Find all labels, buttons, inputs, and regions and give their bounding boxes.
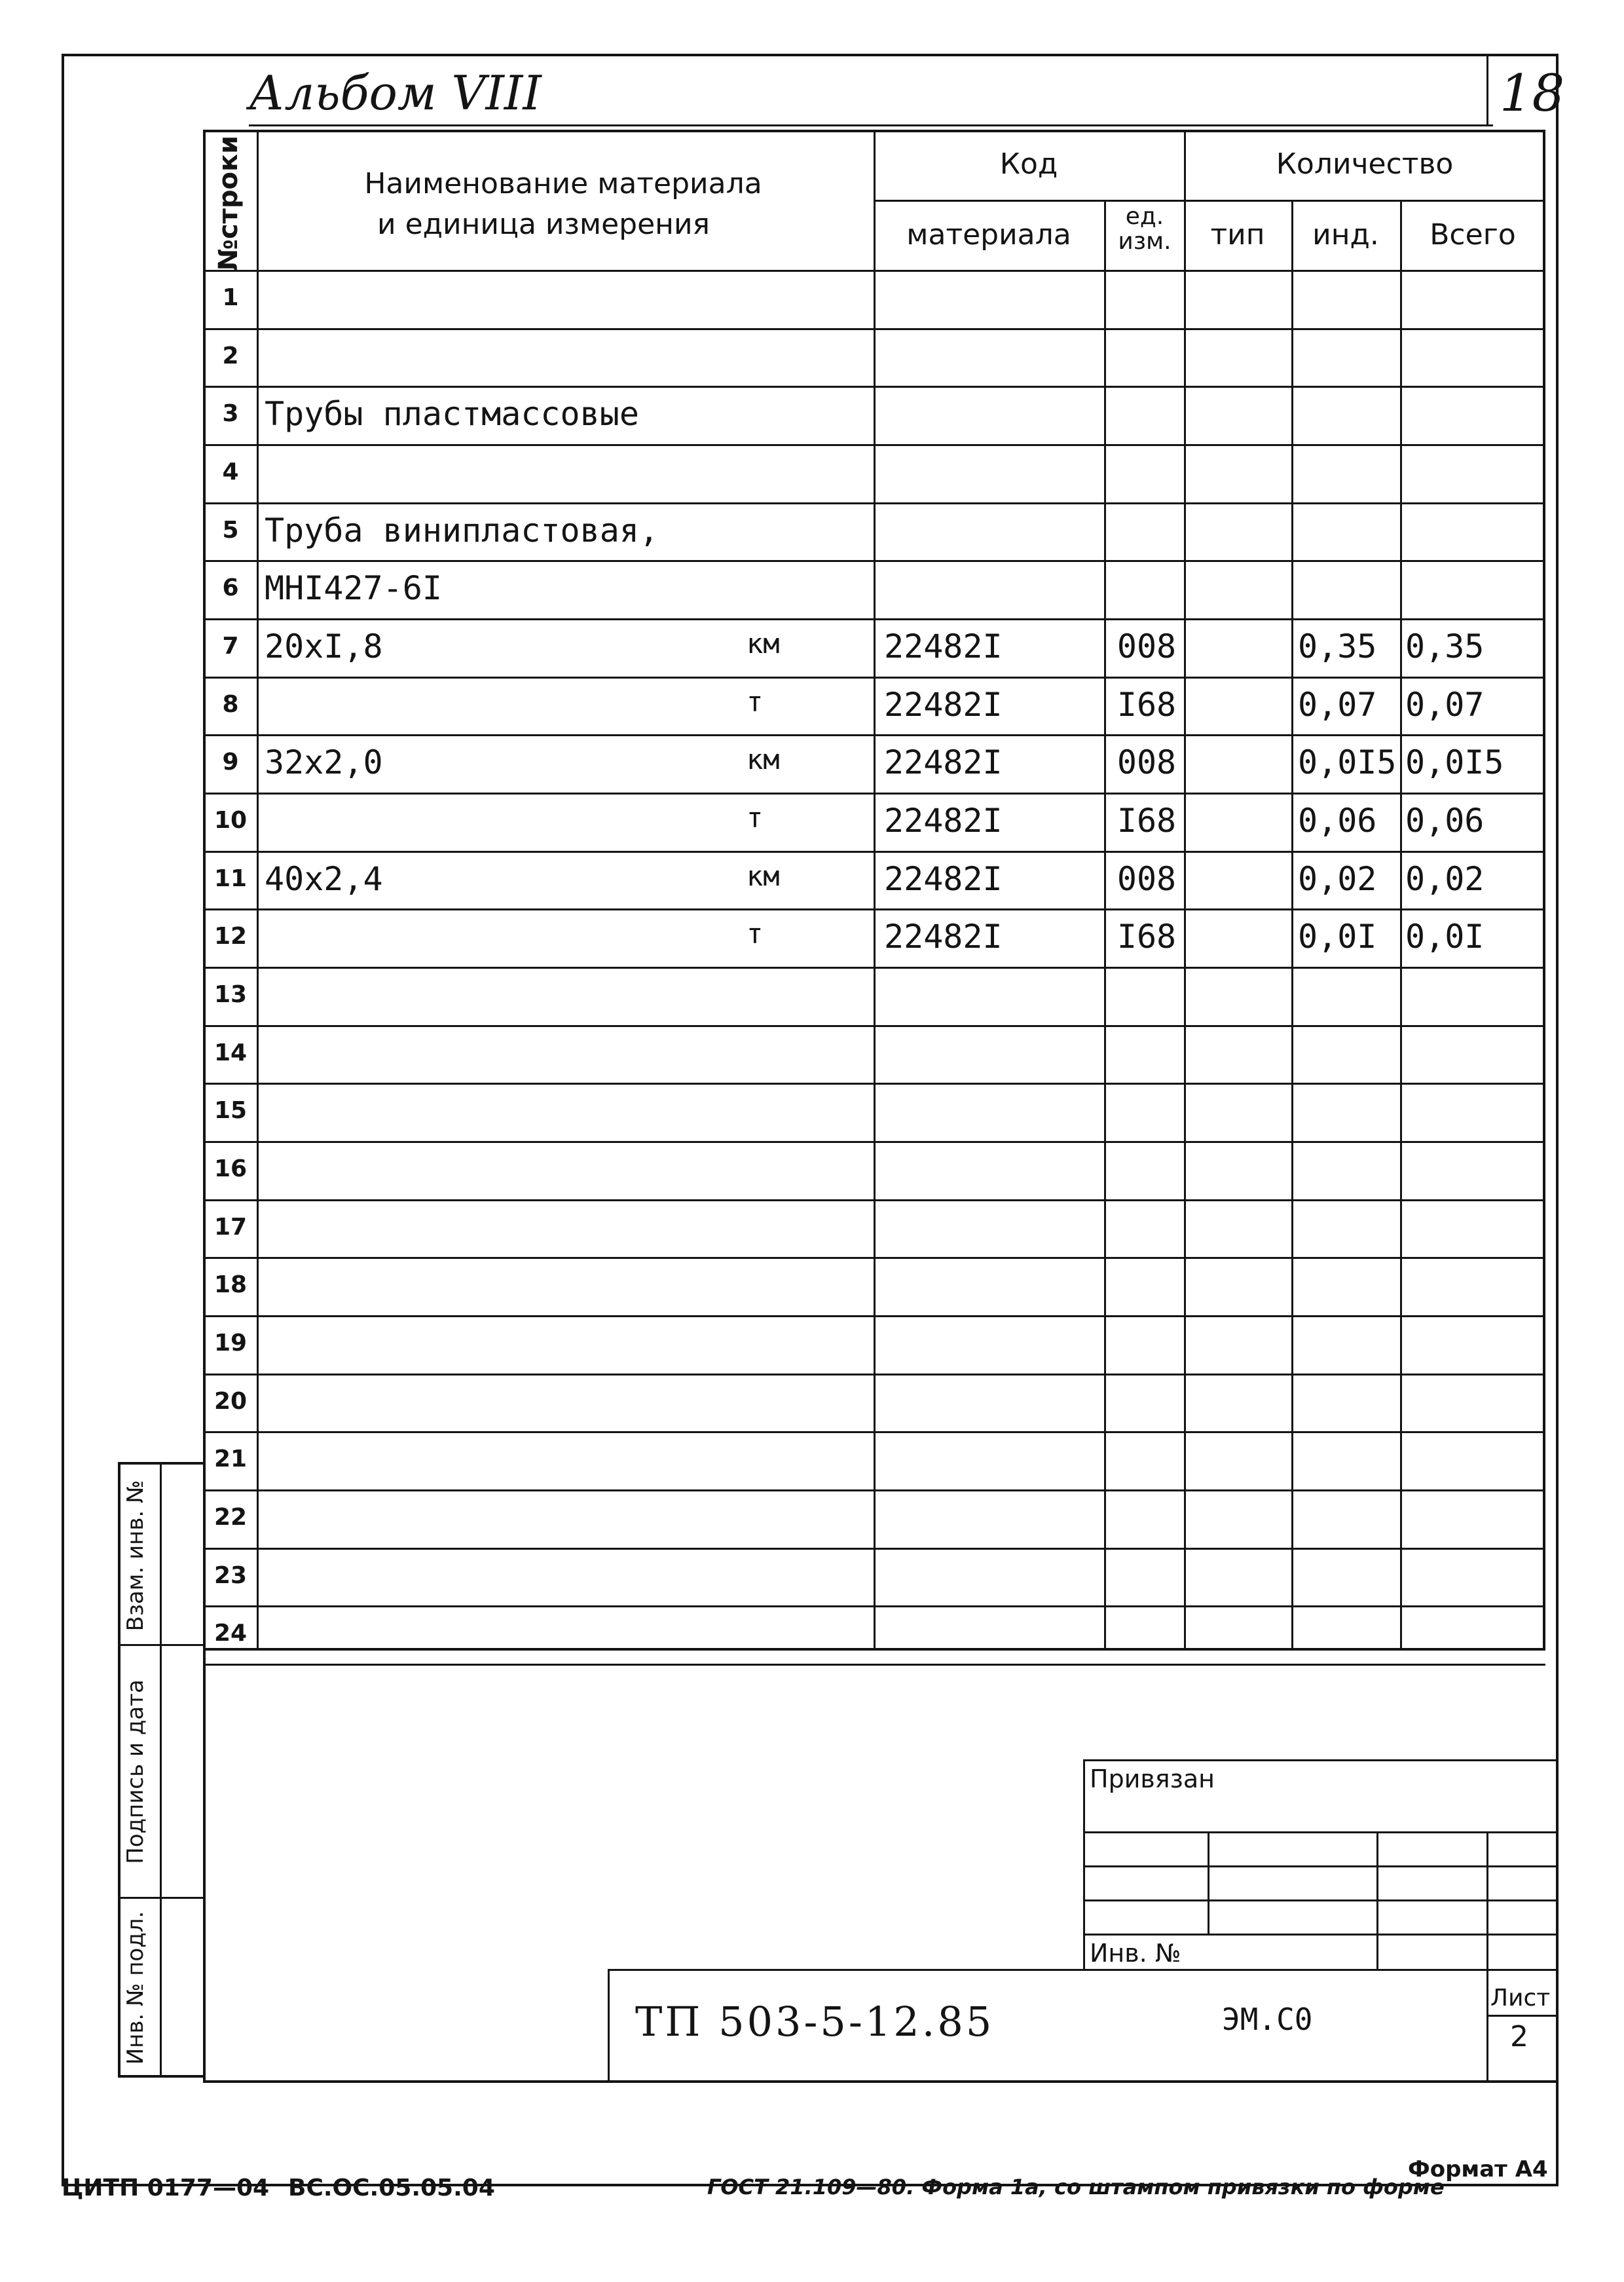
stamp-inv-no: Инв. № <box>1090 1939 1181 1968</box>
row-number: 13 <box>213 981 248 1009</box>
unit-code: I68 <box>1116 802 1177 840</box>
header-unit: ед. изм. <box>1118 203 1172 255</box>
qty-ind: 0,06 <box>1298 802 1377 840</box>
row-line <box>203 386 1545 388</box>
measure-unit: т <box>747 802 764 834</box>
row-number: 7 <box>222 633 239 660</box>
row-number: 3 <box>222 400 239 428</box>
material-code: 22482I <box>884 918 1003 956</box>
row-number: 2 <box>222 342 239 369</box>
row-number: 14 <box>213 1039 248 1066</box>
row-number: 8 <box>222 690 239 718</box>
row-line <box>203 1141 1545 1143</box>
row-number: 15 <box>213 1097 248 1125</box>
row-line <box>203 560 1545 562</box>
material-code: 22482I <box>884 685 1003 724</box>
row-line <box>203 1374 1545 1375</box>
header-type: тип <box>1210 218 1265 252</box>
row-number: 9 <box>222 749 239 776</box>
header-total: Всего <box>1430 218 1516 252</box>
col-line-unit <box>1184 130 1186 1651</box>
row-line <box>203 1257 1545 1259</box>
row-number: 1 <box>222 284 239 311</box>
stamp-sheet-label: Лист <box>1490 1985 1551 2011</box>
header-name-line1: Наименование материала <box>364 167 762 200</box>
header-row-no: №строки <box>213 135 244 271</box>
header-material: материала <box>906 218 1071 252</box>
row-number: 23 <box>213 1562 248 1589</box>
material-name: 40х2,4 <box>265 859 383 898</box>
qty-ind: 0,0I5 <box>1298 743 1397 782</box>
material-name: 32х2,0 <box>265 743 383 782</box>
material-name: МНI427-6I <box>265 569 442 608</box>
row-line <box>203 1199 1545 1201</box>
stamp-doc-line <box>608 1969 1559 1971</box>
stamp-v3 <box>1486 1831 1488 2083</box>
header-ind: инд. <box>1312 218 1379 252</box>
row-number: 20 <box>213 1387 248 1415</box>
stamp-doc-code: ТП 503-5-12.85 <box>635 1998 995 2046</box>
row-line <box>203 328 1545 330</box>
qty-total: 0,07 <box>1405 685 1485 724</box>
side-strip-line1 <box>118 1644 206 1646</box>
qty-ind: 0,0I <box>1298 918 1377 956</box>
unit-code: I68 <box>1116 918 1177 956</box>
row-line <box>203 1431 1545 1433</box>
row-line <box>203 851 1545 853</box>
stamp-mark: ЭМ.С0 <box>1222 2002 1313 2037</box>
stamp-left-line <box>1083 1759 1085 1969</box>
row-number: 22 <box>213 1504 248 1531</box>
measure-unit: км <box>747 859 780 892</box>
row-line <box>203 793 1545 795</box>
header-code: Код <box>999 147 1058 181</box>
measure-unit: км <box>747 743 780 776</box>
row-number: 17 <box>213 1213 248 1241</box>
unit-code: I68 <box>1116 685 1177 724</box>
stamp-privyazan: Привязан <box>1090 1765 1215 1793</box>
row-number: 21 <box>213 1446 248 1473</box>
row-number: 5 <box>222 516 239 544</box>
qty-total: 0,35 <box>1405 627 1485 666</box>
qty-total: 0,0I <box>1405 918 1485 956</box>
qty-ind: 0,07 <box>1298 685 1377 724</box>
unit-code: 008 <box>1116 859 1177 898</box>
unit-code: 008 <box>1116 743 1177 782</box>
album-title: Альбом VIII <box>249 65 542 121</box>
qty-ind: 0,35 <box>1298 627 1377 666</box>
row-line <box>203 502 1545 504</box>
stamp-v2 <box>1376 1831 1378 1969</box>
material-code: 22482I <box>884 743 1003 782</box>
footer-left1: ЦИТП 0177—04 <box>62 2175 270 2201</box>
row-line <box>203 908 1545 910</box>
row-line <box>203 734 1545 736</box>
row-line <box>203 1489 1545 1491</box>
material-code: 22482I <box>884 859 1003 898</box>
row-line <box>203 1083 1545 1085</box>
title-underline <box>249 124 1493 126</box>
footer-format: Формат А4 <box>1408 2156 1548 2182</box>
stamp-doc-left <box>608 1969 610 2083</box>
row-line <box>203 1605 1545 1607</box>
material-code: 22482I <box>884 627 1003 666</box>
row-number: 24 <box>213 1620 248 1647</box>
material-name: Трубы пластмассовые <box>265 395 639 434</box>
row-line <box>203 1548 1545 1550</box>
material-name: 20хI,8 <box>265 627 383 666</box>
row-line <box>203 618 1545 620</box>
stamp-sheet-value: 2 <box>1510 2020 1528 2053</box>
row-number: 4 <box>222 458 239 485</box>
col-line-rownum <box>257 130 259 1651</box>
row-line <box>203 1315 1545 1317</box>
row-number: 10 <box>213 807 248 834</box>
row-number: 12 <box>213 923 248 950</box>
footer-gost: ГОСТ 21.109—80. Форма 1а, со штампом привязки по форме <box>707 2175 1445 2199</box>
row-line <box>203 444 1545 446</box>
stamp-top-line <box>1083 1759 1559 1761</box>
side-label-podpis: Подпись и дата <box>122 1679 149 1864</box>
header-mid-line <box>874 200 1545 202</box>
header-quantity: Количество <box>1276 147 1454 181</box>
col-line-name <box>874 130 876 1651</box>
row-number: 19 <box>213 1330 248 1357</box>
measure-unit: т <box>747 918 764 950</box>
row-number: 18 <box>213 1271 248 1299</box>
side-label-inv: Инв. № подл. <box>122 1911 149 2065</box>
row-number: 6 <box>222 574 239 602</box>
row-number: 11 <box>213 865 248 892</box>
measure-unit: т <box>747 685 764 718</box>
row-line <box>203 1025 1545 1027</box>
stamp-v1 <box>1208 1831 1209 1934</box>
row-number: 16 <box>213 1155 248 1183</box>
material-code: 22482I <box>884 802 1003 840</box>
stamp-sheet-line <box>1486 2015 1559 2017</box>
qty-total: 0,02 <box>1405 859 1485 898</box>
row-line <box>203 967 1545 969</box>
side-label-vzam: Взам. инв. № <box>122 1480 149 1632</box>
measure-unit: км <box>747 627 780 660</box>
footer-left2: ВС.ОС.05.05.04 <box>288 2175 495 2201</box>
page-number-divider <box>1486 54 1488 126</box>
side-strip-divider <box>160 1462 162 2078</box>
unit-code: 008 <box>1116 627 1177 666</box>
header-name-line2: и единица измерения <box>377 208 710 241</box>
qty-total: 0,06 <box>1405 802 1485 840</box>
qty-ind: 0,02 <box>1298 859 1377 898</box>
material-name: Труба винипластовая, <box>265 511 659 550</box>
row-line <box>203 677 1545 679</box>
page-number: 18 <box>1500 64 1565 123</box>
qty-total: 0,0I5 <box>1405 743 1504 782</box>
